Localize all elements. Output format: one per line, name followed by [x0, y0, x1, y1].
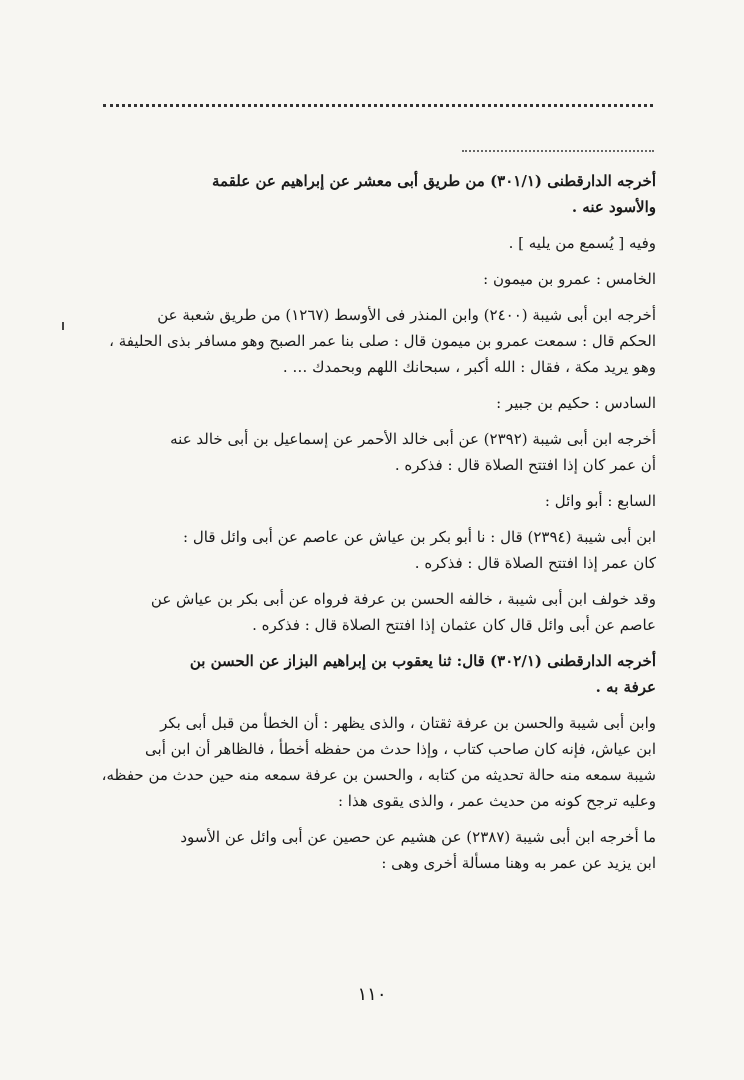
text-line: عاصم عن أبى وائل قال كان عثمان إذا افتتح الصلاة قال : فذكره .	[252, 616, 656, 634]
text-line: كان عمر إذا افتتح الصلاة قال : فذكره .	[414, 554, 656, 572]
text-line: وابن أبى شيبة والحسن بن عرفة ثقتان ، والذى يظهر : أن الخطأ من قبل أبى بكر	[160, 714, 656, 732]
paragraph	[100, 710, 656, 814]
paragraph	[100, 586, 656, 638]
paragraph	[100, 824, 656, 876]
page-number: ١١٠	[357, 984, 387, 1005]
section-heading	[100, 390, 656, 416]
text-line: شيبة سمعه منه حالة تحديثه من كتابه ، والحسن بن عرفة سمعه منه حين حدث من حفظه،	[101, 766, 656, 784]
text-line: ابن أبى شيبة (٢٣٩٤) قال : نا أبو بكر بن عياش عن عاصم عن أبى وائل قال :	[183, 528, 656, 546]
footnote-dotted-rule	[462, 150, 654, 152]
text-line: الحكم قال : سمعت عمرو بن ميمون قال : صلى بنا عمر الصبح وهو مسافر بذى الحليفة ،	[109, 332, 656, 350]
text-line: وقد خولف ابن أبى شيبة ، خالفه الحسن بن عرفة فرواه عن أبى بكر بن عياش عن	[150, 590, 656, 608]
text-line: أخرجه الدارقطنى (٣٠١/١) من طريق أبى معشر عن إبراهيم عن علقمة	[212, 172, 656, 190]
text-line: الخامس : عمرو بن ميمون :	[483, 270, 656, 288]
text-line: وهو يريد مكة ، فقال : الله أكبر ، سبحانك اللهم وبحمدك … .	[282, 358, 656, 376]
paragraph	[100, 648, 656, 700]
text-line: أخرجه ابن أبى شيبة (٢٣٩٢) عن أبى خالد الأحمر عن إسماعيل بن أبى خالد عنه	[170, 430, 656, 448]
paragraph	[100, 302, 656, 380]
text-line: السادس : حكيم بن جبير :	[496, 394, 656, 412]
text-line: أخرجه الدارقطنى (٣٠٢/١) قال: ثنا يعقوب بن إبراهيم البزاز عن الحسن بن	[189, 652, 656, 670]
paragraph	[100, 524, 656, 576]
text-line: عرفة به .	[595, 678, 656, 696]
text-line: وفيه [ يُسمع من يليه ] .	[508, 234, 656, 252]
paragraph	[100, 230, 656, 256]
text-line: ابن يزيد عن عمر به وهنا مسألة أخرى وهى :	[381, 854, 656, 872]
section-heading	[100, 266, 656, 292]
page-body	[100, 168, 656, 886]
section-heading	[100, 488, 656, 514]
text-line: السابع : أبو وائل :	[544, 492, 656, 510]
text-line: ابن عياش، فإنه كان صاحب كتاب ، وإذا حدث من حفظه أخطأ ، فالظاهر أن ابن أبى	[145, 740, 656, 758]
text-line: ما أخرجه ابن أبى شيبة (٢٣٨٧) عن هشيم عن حصين عن أبى وائل عن الأسود	[180, 828, 656, 846]
paragraph	[100, 168, 656, 220]
top-dotted-rule	[103, 104, 653, 107]
paragraph	[100, 426, 656, 478]
text-line: أن عمر كان إذا افتتح الصلاة قال : فذكره .	[394, 456, 656, 474]
text-line: أخرجه ابن أبى شيبة (٢٤٠٠) وابن المنذر فى الأوسط (١٢٦٧) من طريق شعبة عن	[157, 306, 656, 324]
text-line: وعليه ترجح كونه من حديث عمر ، والذى يقوى هذا :	[337, 792, 656, 810]
text-line: والأسود عنه .	[571, 198, 656, 216]
margin-mark	[62, 322, 64, 330]
